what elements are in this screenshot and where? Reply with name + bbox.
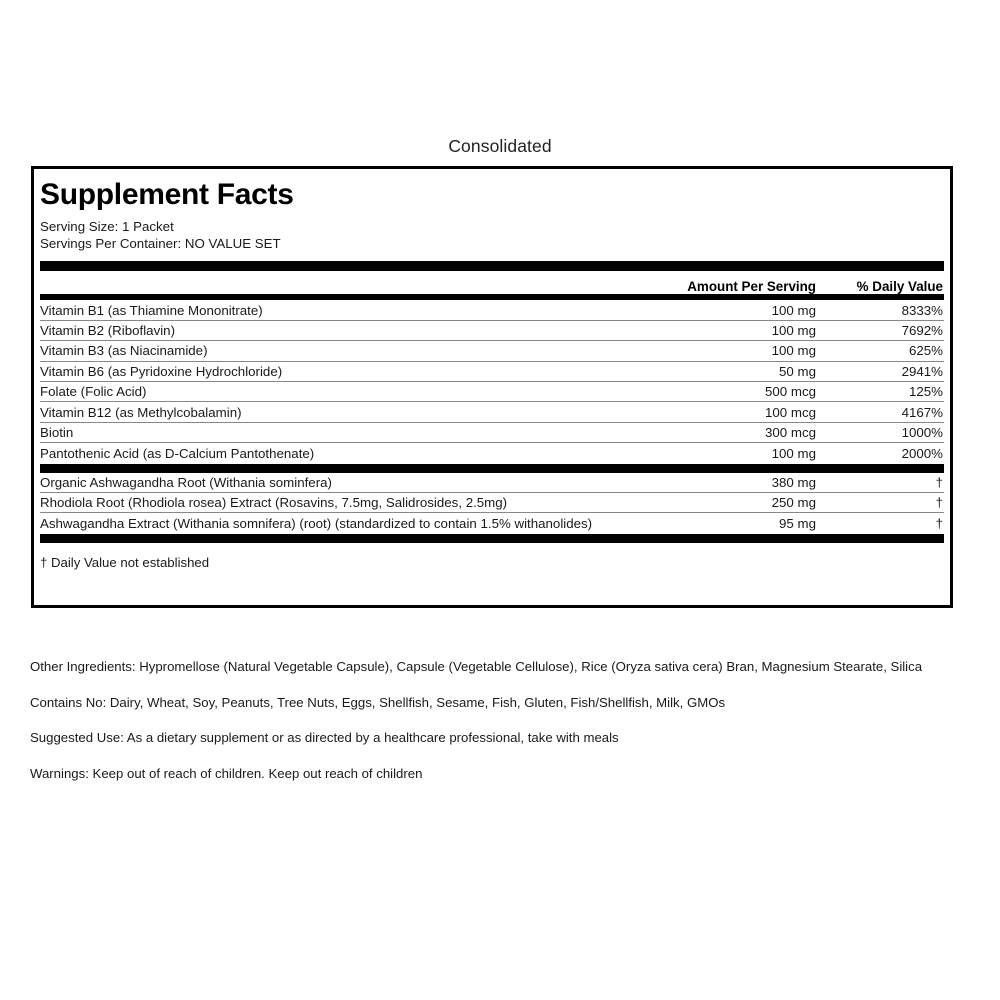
- table-row: [40, 362, 944, 382]
- header-amount-per-serving: Amount Per Serving: [687, 279, 816, 295]
- ingredient-name: Vitamin B12 (as Methylcobalamin): [40, 404, 242, 420]
- ingredient-amount: 100 mcg: [765, 404, 816, 420]
- table-row: [40, 382, 944, 402]
- ingredient-amount: 95 mg: [779, 516, 816, 531]
- daily-value-footnote: † Daily Value not established: [40, 554, 210, 570]
- contains-no-text: Contains No: Dairy, Wheat, Soy, Peanuts, Tree Nuts, Eggs, Shellfish, Sesame, Fish, Gluten, Fish/Shellfish, Milk, GMOs: [30, 694, 726, 710]
- ingredient-name: Vitamin B3 (as Niacinamide): [40, 343, 208, 359]
- warnings-text: Warnings: Keep out of reach of children. Keep out reach of children: [30, 765, 423, 781]
- other-ingredients-text: Other Ingredients: Hypromellose (Natural Vegetable Capsule), Capsule (Vegetable Cellulose), Rice (Oryza sativa cera) Bran, Magnesium Stearate, Silica: [30, 659, 923, 674]
- ingredient-amount: 100 mg: [771, 445, 816, 461]
- supplement-facts-heading: Supplement Facts: [40, 178, 294, 211]
- servings-per-container: Servings Per Container: NO VALUE SET: [40, 235, 281, 251]
- ingredient-name: Vitamin B2 (Riboflavin): [40, 322, 175, 338]
- ingredient-daily-value: 2000%: [901, 445, 943, 461]
- ingredient-name: Ashwagandha Extract (Withania somnifera) (root) (standardized to contain 1.5% withanolides): [40, 516, 593, 531]
- ingredient-amount: 100 mg: [771, 343, 816, 359]
- ingredient-daily-value: †: [935, 516, 943, 531]
- ingredient-amount: 100 mg: [771, 302, 816, 318]
- suggested-use-text: Suggested Use: As a dietary supplement or as directed by a healthcare professional, take with meals: [30, 730, 619, 745]
- ingredient-daily-value: †: [935, 474, 943, 490]
- ingredient-name: Vitamin B6 (as Pyridoxine Hydrochloride): [40, 363, 283, 379]
- ingredient-amount: 500 mcg: [765, 384, 816, 400]
- ingredient-daily-value: 7692%: [901, 322, 943, 338]
- ingredient-name: Folate (Folic Acid): [40, 384, 147, 400]
- ingredient-daily-value: 625%: [908, 343, 943, 359]
- table-row: [40, 473, 944, 493]
- ingredient-name: Vitamin B1 (as Thiamine Mononitrate): [40, 302, 263, 318]
- ingredient-name: Organic Ashwagandha Root (Withania sominfera): [40, 474, 332, 490]
- table-row: [40, 300, 944, 320]
- footer-text-block: [30, 659, 980, 801]
- botanical-rows-group: [40, 473, 944, 534]
- top-rule: [40, 261, 944, 271]
- table-header-row: [40, 271, 944, 294]
- serving-size: Serving Size: 1 Packet: [40, 219, 174, 234]
- ingredient-daily-value: †: [935, 495, 943, 511]
- ingredient-amount: 250 mg: [771, 495, 816, 511]
- ingredient-daily-value: 2941%: [901, 363, 943, 379]
- ingredient-name: Rhodiola Root (Rhodiola rosea) Extract (Rosavins, 7.5mg, Salidrosides, 2.5mg): [40, 495, 508, 511]
- vitamin-rows-group: [40, 300, 944, 463]
- page-title: Consolidated: [448, 136, 552, 156]
- ingredient-daily-value: 125%: [908, 384, 943, 400]
- table-row: [40, 443, 944, 463]
- supplement-facts-inner: [40, 173, 944, 570]
- ingredient-amount: 380 mg: [771, 474, 816, 490]
- table-row: [40, 423, 944, 443]
- ingredient-daily-value: 4167%: [901, 404, 943, 420]
- header-percent-daily-value: % Daily Value: [856, 279, 943, 295]
- table-row: [40, 402, 944, 422]
- serving-info: [40, 219, 944, 252]
- ingredient-daily-value: 1000%: [901, 424, 943, 440]
- ingredient-amount: 300 mcg: [765, 424, 816, 440]
- table-row: [40, 321, 944, 341]
- table-row: [40, 513, 944, 533]
- ingredient-daily-value: 8333%: [901, 302, 943, 318]
- ingredient-name: Biotin: [40, 424, 74, 440]
- section-divider-rule: [40, 464, 944, 473]
- table-row: [40, 493, 944, 513]
- table-row: [40, 341, 944, 361]
- table-bottom-rule: [40, 534, 944, 543]
- ingredient-amount: 50 mg: [779, 363, 816, 379]
- ingredient-amount: 100 mg: [771, 322, 816, 338]
- supplement-facts-panel: [31, 166, 953, 608]
- ingredient-name: Pantothenic Acid (as D-Calcium Pantothenate): [40, 445, 315, 461]
